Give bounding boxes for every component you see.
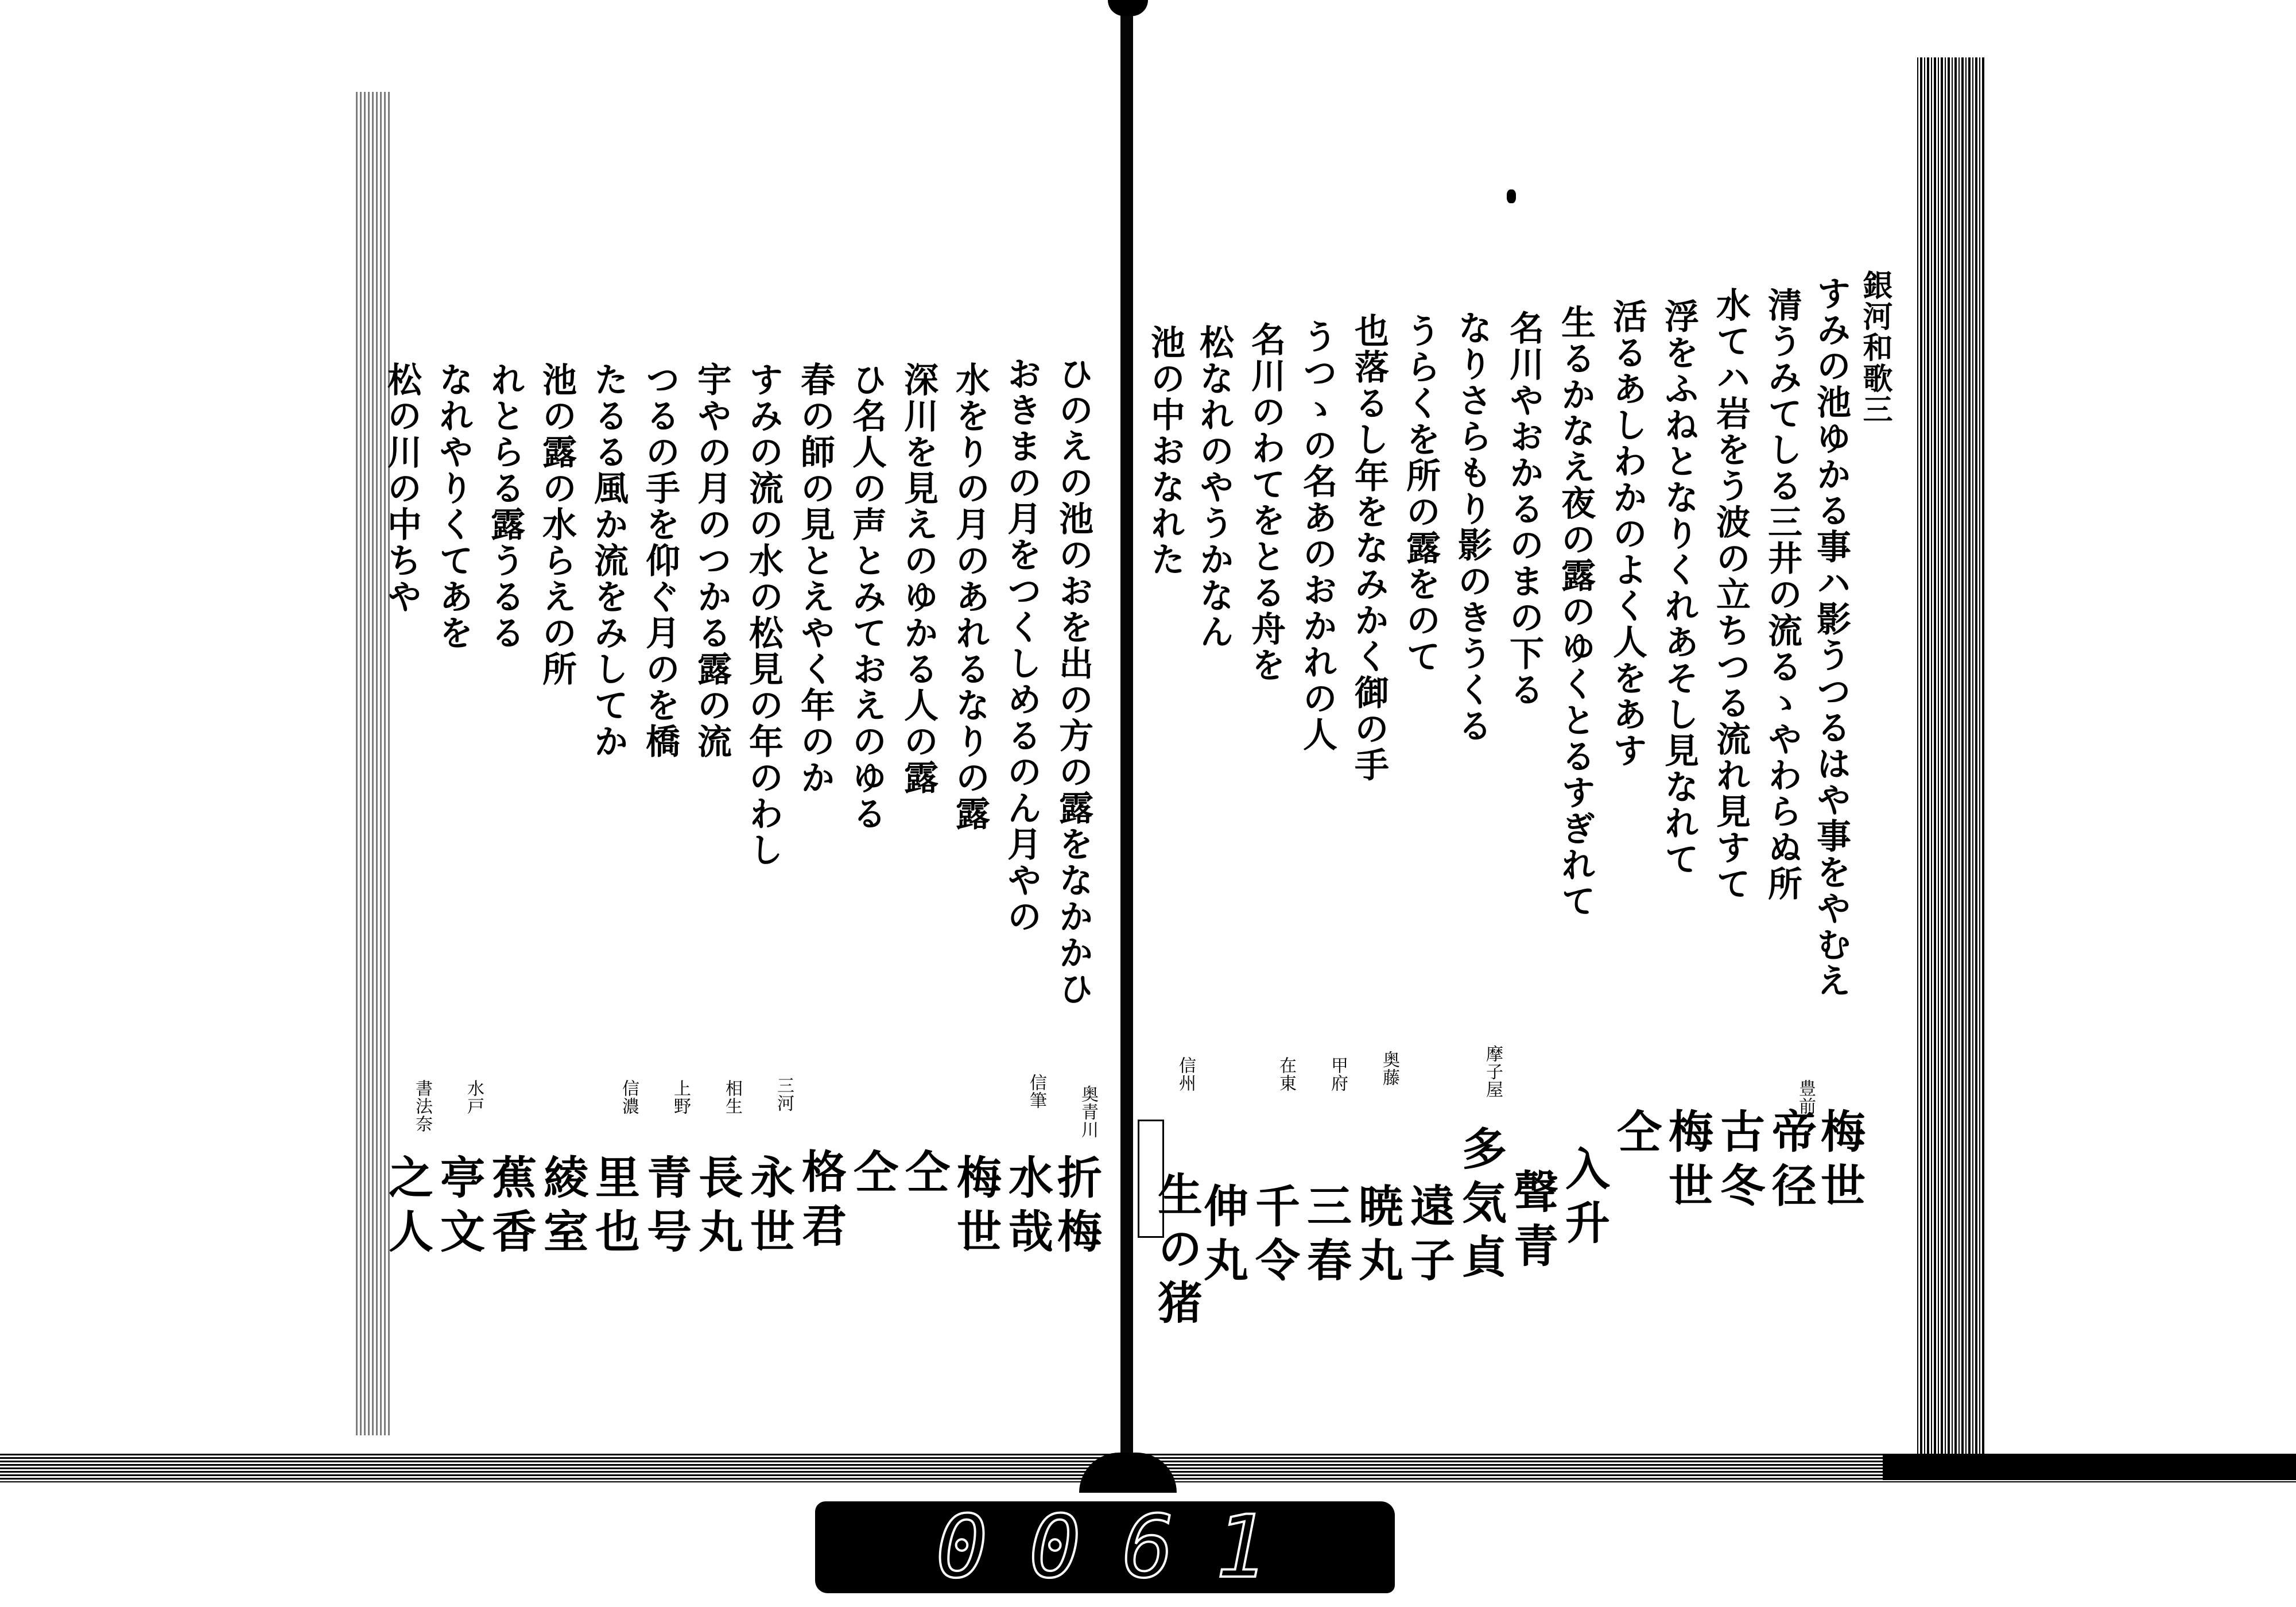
author-name: 聲青	[1506, 1168, 1558, 1276]
author-name: 之人	[381, 1154, 433, 1262]
author-name: 古冬	[1713, 1108, 1765, 1216]
gutter-top	[1108, 0, 1148, 16]
text-column: 名川やおかるのまの下る	[1504, 310, 1544, 708]
author-place: 奥藤	[1379, 1051, 1399, 1086]
author-place: 水戸	[464, 1079, 484, 1115]
author-place: 信濃	[619, 1079, 639, 1115]
text-column: 松なれのやうかなん	[1194, 324, 1234, 650]
text-column: 宇やの月のつかる露の流	[692, 362, 732, 760]
text-column: 池の中おなれた	[1145, 324, 1185, 578]
author-name: 仝	[1609, 1108, 1662, 1162]
text-column: 松の川の中ちや	[382, 362, 422, 615]
author-name: 仝	[898, 1148, 950, 1202]
text-column: 池の露の水らえの所	[537, 362, 577, 687]
author-name: 千令	[1248, 1183, 1300, 1291]
author-place: 豊前	[1795, 1079, 1816, 1115]
text-column: 水をりの月のあれるなりの露	[950, 362, 990, 832]
author-name: 格君	[794, 1148, 847, 1256]
running-title: 銀河和歌三	[1857, 270, 1892, 425]
author-name: 遠子	[1403, 1183, 1455, 1291]
book-gutter	[1120, 0, 1133, 1487]
text-column: 水てハ岩をう波の立ちつる流れ見すて	[1711, 287, 1751, 902]
author-name: 水哉	[1001, 1154, 1053, 1262]
text-column: ひのえの池のおを出の方の露をなかかひ	[1053, 356, 1093, 1007]
bottom-edge-shadow	[1883, 1455, 2296, 1480]
author-name: 仝	[846, 1148, 898, 1202]
author-name: 梅世	[1661, 1108, 1713, 1216]
author-place: 信筆	[1026, 1074, 1046, 1109]
text-column: 也落るし年をなみかく御の手	[1349, 313, 1389, 783]
text-column: なれやりくてあを	[433, 362, 474, 651]
author-name: 三春	[1300, 1183, 1352, 1291]
author-place: 三河	[774, 1077, 794, 1112]
ink-mark	[1507, 189, 1516, 203]
author-name: 生の猪	[1150, 1171, 1203, 1333]
text-column: ひ名人の声とみておえのゆる	[847, 362, 887, 832]
author-place: 在東	[1276, 1056, 1296, 1092]
text-column: 活るあしわかのよく人をあす	[1607, 299, 1647, 769]
author-place: 摩子屋	[1483, 1045, 1503, 1098]
author-place: 信州	[1176, 1056, 1196, 1092]
author-name: 暁丸	[1351, 1183, 1403, 1291]
text-column: 生るかなえ夜の露のゆくとるすぎれて	[1556, 304, 1596, 919]
text-column: 深川を見えのゆかる人の露	[898, 362, 938, 796]
text-column: 春の師の見とえやく年のか	[795, 362, 835, 796]
author-name: 入升	[1558, 1145, 1610, 1253]
author-name: 多気貞	[1455, 1125, 1507, 1287]
text-column: たるる風か流をみしてか	[588, 362, 629, 760]
author-name: 梅世	[949, 1154, 1002, 1262]
author-name: 亭文	[433, 1154, 485, 1262]
text-column: れとらる露うるる	[485, 362, 525, 651]
author-place: 甲府	[1328, 1056, 1348, 1092]
text-column: 浮をふねとなりくれあそし見なれて	[1659, 299, 1699, 877]
author-name: 帝径	[1764, 1108, 1817, 1216]
author-name: 里也	[588, 1154, 640, 1262]
frame-number-label	[815, 1497, 1395, 1597]
text-column: すみの池ゆかる事ハ影うつるはや事をやむえ	[1811, 276, 1851, 999]
author-name: 蕉香	[484, 1154, 537, 1262]
author-name: 梅世	[1813, 1108, 1865, 1216]
text-column: つるの手を仰ぐ月のを橋	[640, 362, 680, 760]
author-place: 相生	[722, 1079, 742, 1115]
author-name: 永世	[743, 1154, 795, 1262]
text-column: うつゝの名あのおかれの人	[1297, 319, 1337, 753]
author-name: 伸丸	[1196, 1183, 1248, 1291]
author-place: 書法奈	[412, 1079, 432, 1133]
author-place: 上野	[670, 1079, 691, 1115]
frame-number: 0061	[936, 1497, 1309, 1597]
text-column: なりさらもり影のきうくる	[1452, 310, 1492, 744]
author-name: 青号	[639, 1154, 692, 1262]
text-column: うらくを所の露をのて	[1401, 313, 1441, 675]
author-place: 奥青川	[1078, 1085, 1098, 1139]
right-page-stack	[1917, 57, 1986, 1481]
text-column: おきまの月をつくしめるのん月やの	[1002, 356, 1042, 935]
author-name: 綾室	[536, 1154, 588, 1262]
text-column: 清うみてしる三井の流るゝやわらぬ所	[1762, 287, 1802, 902]
author-name: 長丸	[691, 1154, 743, 1262]
text-column: 名川のわてをとる舟を	[1246, 322, 1286, 683]
author-name: 折梅	[1050, 1154, 1102, 1262]
text-column: すみの流の水の松見の年のわし	[743, 362, 784, 868]
